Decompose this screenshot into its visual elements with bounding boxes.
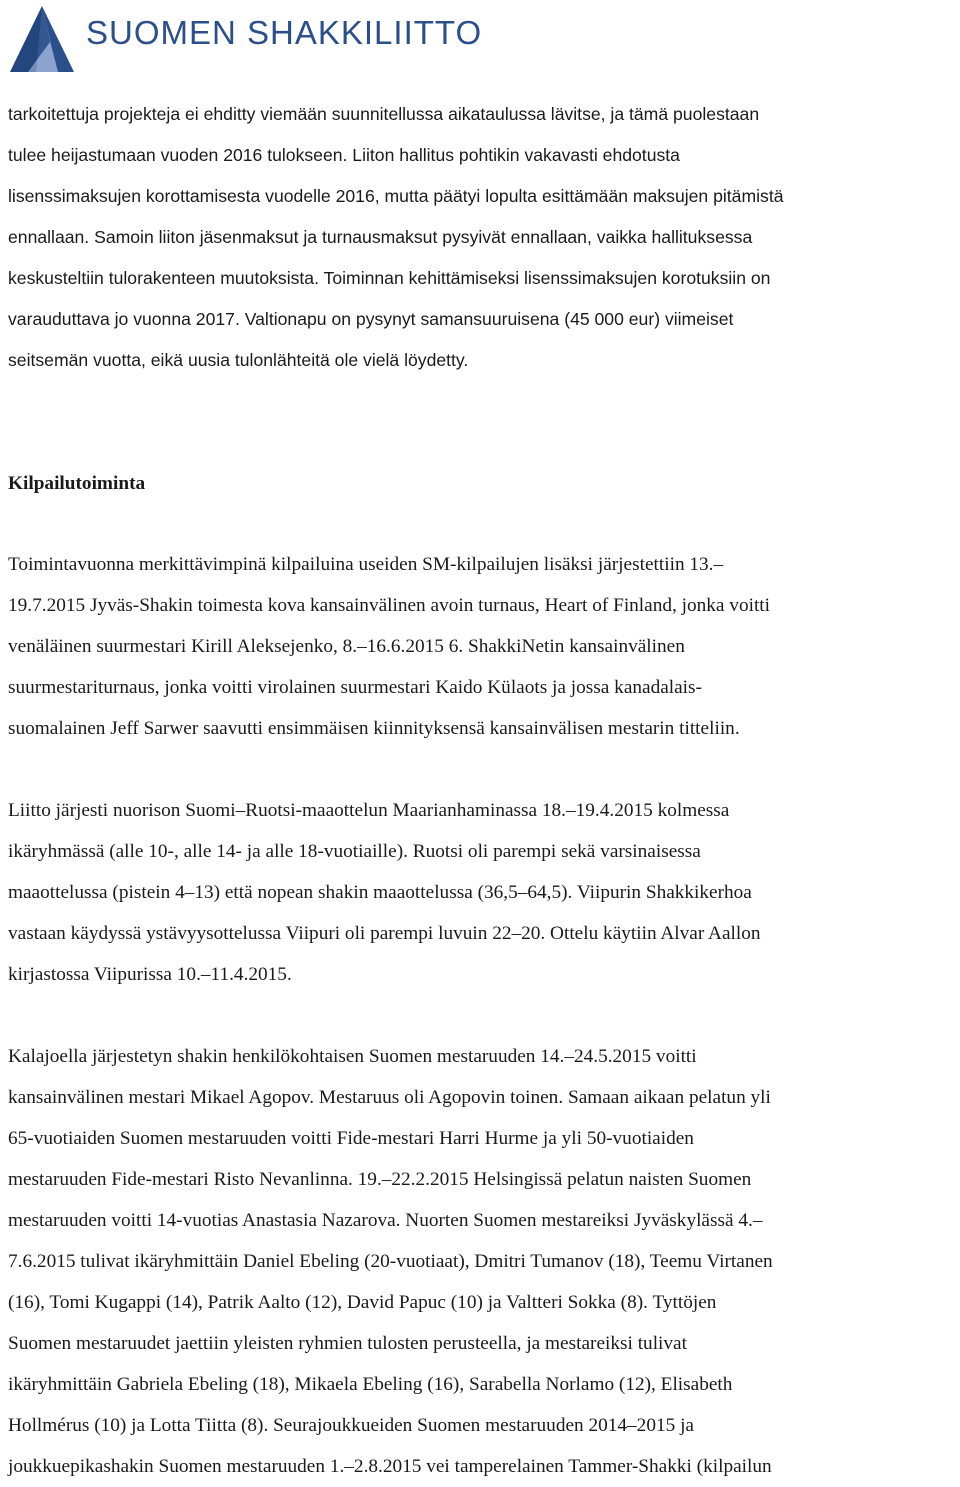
text-line: ikäryhmässä (alle 10-, alle 14- ja alle 18-vuotiaille). Ruotsi oli parempi sekä varsinaisessa bbox=[8, 841, 701, 862]
text-line: keskusteltiin tulorakenteen muutoksista. Toiminnan kehittämiseksi lisenssimaksujen korotuksiin on bbox=[8, 268, 771, 288]
text-line: suomalainen Jeff Sarwer saavutti ensimmäisen kiinnityksensä kansainvälisen mestarin titteliin. bbox=[8, 718, 740, 739]
text-line: lisenssimaksujen korottamisesta vuodelle 2016, mutta päätyi lopulta esittämään maksujen pitämistä bbox=[8, 186, 784, 206]
text-line: vastaan käydyssä ystävyysottelussa Viipuri oli parempi luvuin 22–20. Ottelu käytiin Alvar Aallon bbox=[8, 923, 761, 944]
text-line: ennallaan. Samoin liiton jäsenmaksut ja turnausmaksut pysyivät ennallaan, vaikka hallituksessa bbox=[8, 227, 753, 247]
paragraph-championships bbox=[8, 1036, 958, 1487]
paragraph-youth-match bbox=[8, 790, 958, 995]
text-line: seitsemän vuotta, eikä uusia tulonlähteitä ole vielä löydetty. bbox=[8, 350, 469, 370]
text-line: 7.6.2015 tulivat ikäryhmittäin Daniel Ebeling (20-vuotiaat), Dmitri Tumanov (18), Teemu Virtanen bbox=[8, 1251, 773, 1272]
page-header bbox=[0, 0, 960, 80]
text-line: 19.7.2015 Jyväs-Shakin toimesta kova kansainvälinen avoin turnaus, Heart of Finland, jonka voitti bbox=[8, 595, 771, 616]
text-line: Hollmérus (10) ja Lotta Tiitta (8). Seurajoukkueiden Suomen mestaruuden 2014–2015 ja bbox=[8, 1415, 694, 1436]
organization-name: SUOMEN SHAKKILIITTO bbox=[86, 14, 483, 51]
text-line: ikäryhmittäin Gabriela Ebeling (18), Mikaela Ebeling (16), Sarabella Norlamo (12), Elisabeth bbox=[8, 1374, 733, 1395]
text-line: varauduttava jo vuonna 2017. Valtionapu on pysynyt samansuuruisena (45 000 eur) viimeiset bbox=[8, 309, 734, 329]
text-line: maaottelussa (pistein 4–13) että nopean shakin maaottelussa (36,5–64,5). Viipurin Shakkikerhoa bbox=[8, 882, 752, 903]
text-line: joukkuepikashakin Suomen mestaruuden 1.–2.8.2015 vei tamperelainen Tammer-Shakki (kilpailun bbox=[8, 1456, 772, 1477]
text-line: Liitto järjesti nuorison Suomi–Ruotsi-maaottelun Maarianhaminassa 18.–19.4.2015 kolmessa bbox=[8, 800, 730, 821]
document-body bbox=[8, 94, 958, 1487]
text-line: tulee heijastumaan vuoden 2016 tulokseen. Liiton hallitus pohtikin vakavasti ehdotusta bbox=[8, 145, 680, 165]
text-line: Suomen mestaruudet jaettiin yleisten ryhmien tulosten perusteella, ja mestareiksi tulivat bbox=[8, 1333, 687, 1354]
section-heading: Kilpailutoiminta bbox=[8, 473, 146, 494]
text-line: kirjastossa Viipurissa 10.–11.4.2015. bbox=[8, 964, 292, 985]
text-line: tarkoitettuja projekteja ei ehditty viemään suunnitellussa aikataulussa lävitse, ja tämä puolestaan bbox=[8, 104, 760, 124]
text-line: Kalajoella järjestetyn shakin henkilökohtaisen Suomen mestaruuden 14.–24.5.2015 voitti bbox=[8, 1046, 697, 1067]
text-line: venäläinen suurmestari Kirill Aleksejenko, 8.–16.6.2015 6. ShakkiNetin kansainvälinen bbox=[8, 636, 685, 657]
text-line: mestaruuden Fide-mestari Risto Nevanlinna. 19.–22.2.2015 Helsingissä pelatun naisten Suomen bbox=[8, 1169, 752, 1190]
text-line: mestaruuden voitti 14-vuotias Anastasia Nazarova. Nuorten Suomen mestareiksi Jyväskylässä 4.– bbox=[8, 1210, 763, 1231]
paragraph-competitions bbox=[8, 544, 958, 749]
paragraph-finances bbox=[8, 94, 958, 381]
text-line: kansainvälinen mestari Mikael Agopov. Mestaruus oli Agopovin toinen. Samaan aikaan pelatun yli bbox=[8, 1087, 771, 1108]
triangle-logo-icon bbox=[6, 2, 78, 74]
text-line: (16), Tomi Kugappi (14), Patrik Aalto (12), David Papuc (10) ja Valtteri Sokka (8). Tyttöjen bbox=[8, 1292, 717, 1313]
text-line: Toimintavuonna merkittävimpinä kilpailuina useiden SM-kilpailujen lisäksi järjestettiin 13.– bbox=[8, 554, 724, 575]
text-line: suurmestariturnaus, jonka voitti virolainen suurmestari Kaido Külaots ja jossa kanadalais- bbox=[8, 677, 702, 698]
text-line: 65-vuotiaiden Suomen mestaruuden voitti Fide-mestari Harri Hurme ja yli 50-vuotiaiden bbox=[8, 1128, 694, 1149]
